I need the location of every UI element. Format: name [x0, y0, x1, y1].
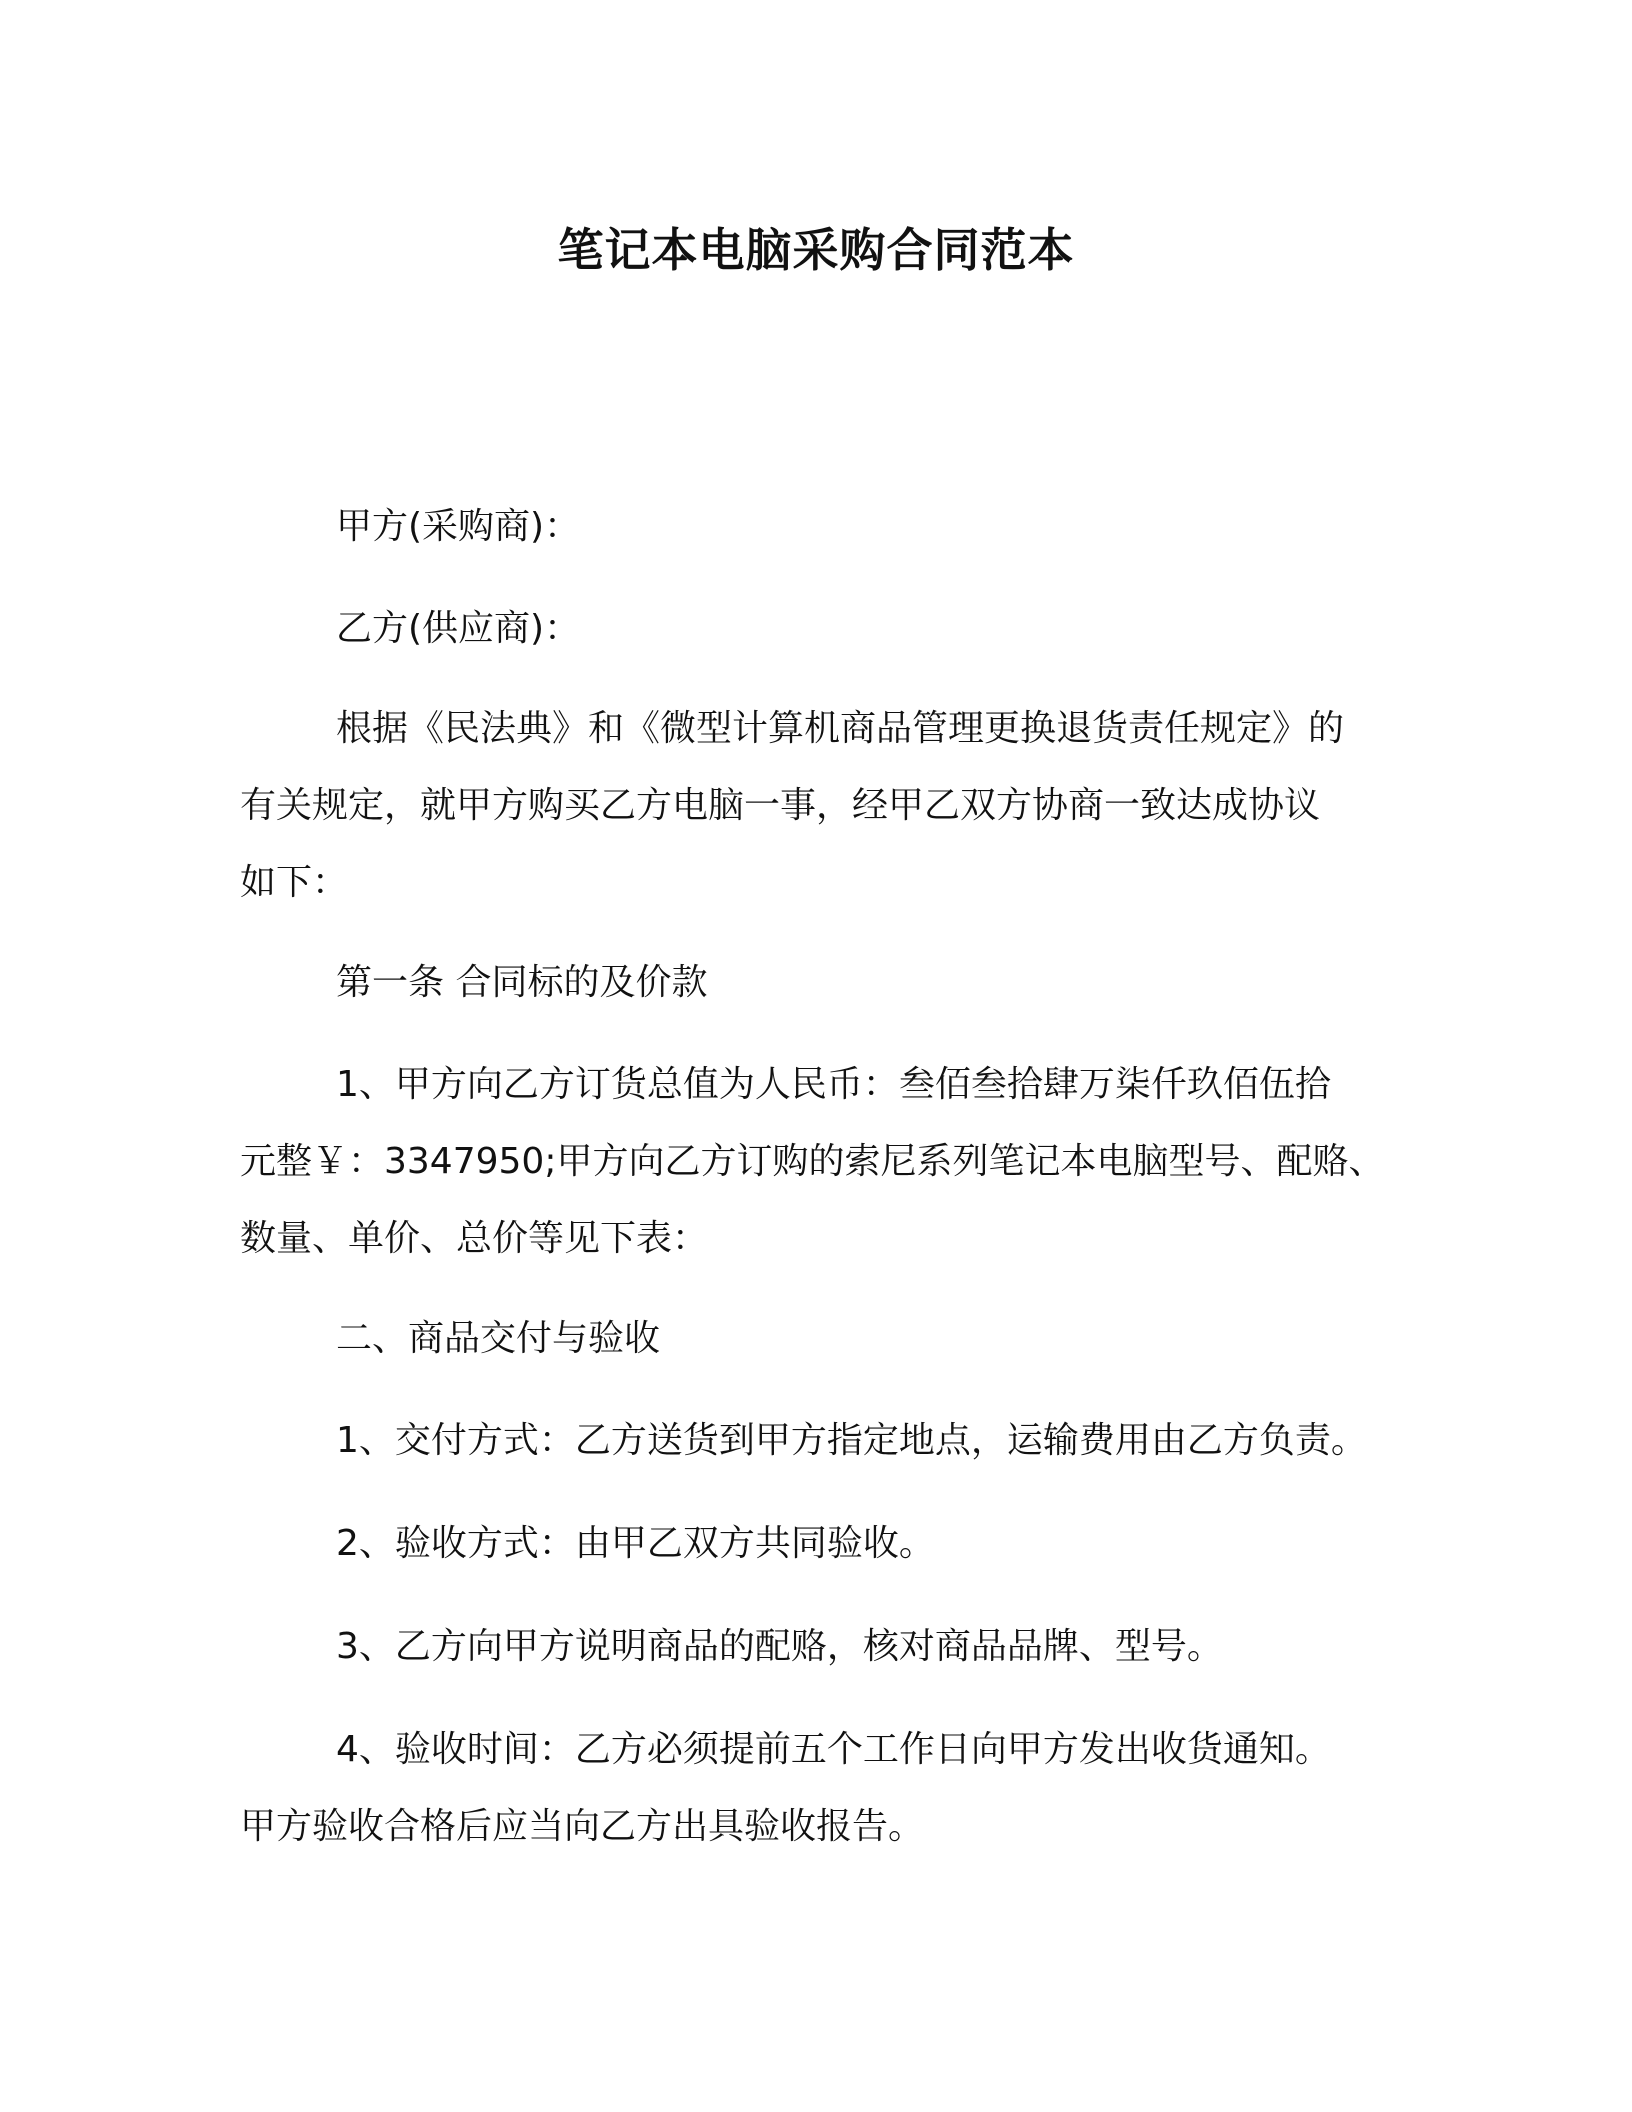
article-1-item-1-line-1: 1、甲方向乙方订货总值为人民币：叁佰叁拾肆万柒仟玖佰伍拾	[336, 1064, 1331, 1105]
preamble-line-2: 有关规定，就甲方购买乙方电脑一事，经甲乙双方协商一致达成协议	[240, 785, 1321, 826]
article-1-item-1-line-3: 数量、单价、总价等见下表：	[240, 1218, 709, 1259]
document-title: 笔记本电脑采购合同范本	[557, 223, 1075, 277]
article-2-item-2: 2、验收方式：由甲乙双方共同验收。	[336, 1523, 935, 1564]
party-a-line: 甲方(采购商)：	[336, 506, 581, 547]
article-1-item-1-line-2: 元整￥：3347950;甲方向乙方订购的索尼系列笔记本电脑型号、配赂、	[240, 1141, 1385, 1182]
preamble-paragraph	[240, 690, 1390, 921]
article-2-item-1: 1、交付方式：乙方送货到甲方指定地点，运输费用由乙方负责。	[336, 1420, 1367, 1461]
article-2-item-4	[240, 1711, 1390, 1865]
article-2-heading: 二、商品交付与验收	[336, 1318, 661, 1359]
article-2-item-4-line-2: 甲方验收合格后应当向乙方出具验收报告。	[240, 1806, 925, 1847]
article-1-heading: 第一条 合同标的及价款	[336, 962, 708, 1003]
preamble-line-3: 如下：	[240, 862, 349, 903]
article-2-item-3: 3、乙方向甲方说明商品的配赂，核对商品品牌、型号。	[336, 1626, 1223, 1667]
party-b-line: 乙方(供应商)：	[336, 608, 581, 649]
article-2-item-4-line-1: 4、验收时间：乙方必须提前五个工作日向甲方发出收货通知。	[336, 1729, 1331, 1770]
preamble-line-1: 根据《民法典》和《微型计算机商品管理更换退货责任规定》的	[336, 708, 1345, 749]
article-1-item-1	[240, 1046, 1390, 1277]
